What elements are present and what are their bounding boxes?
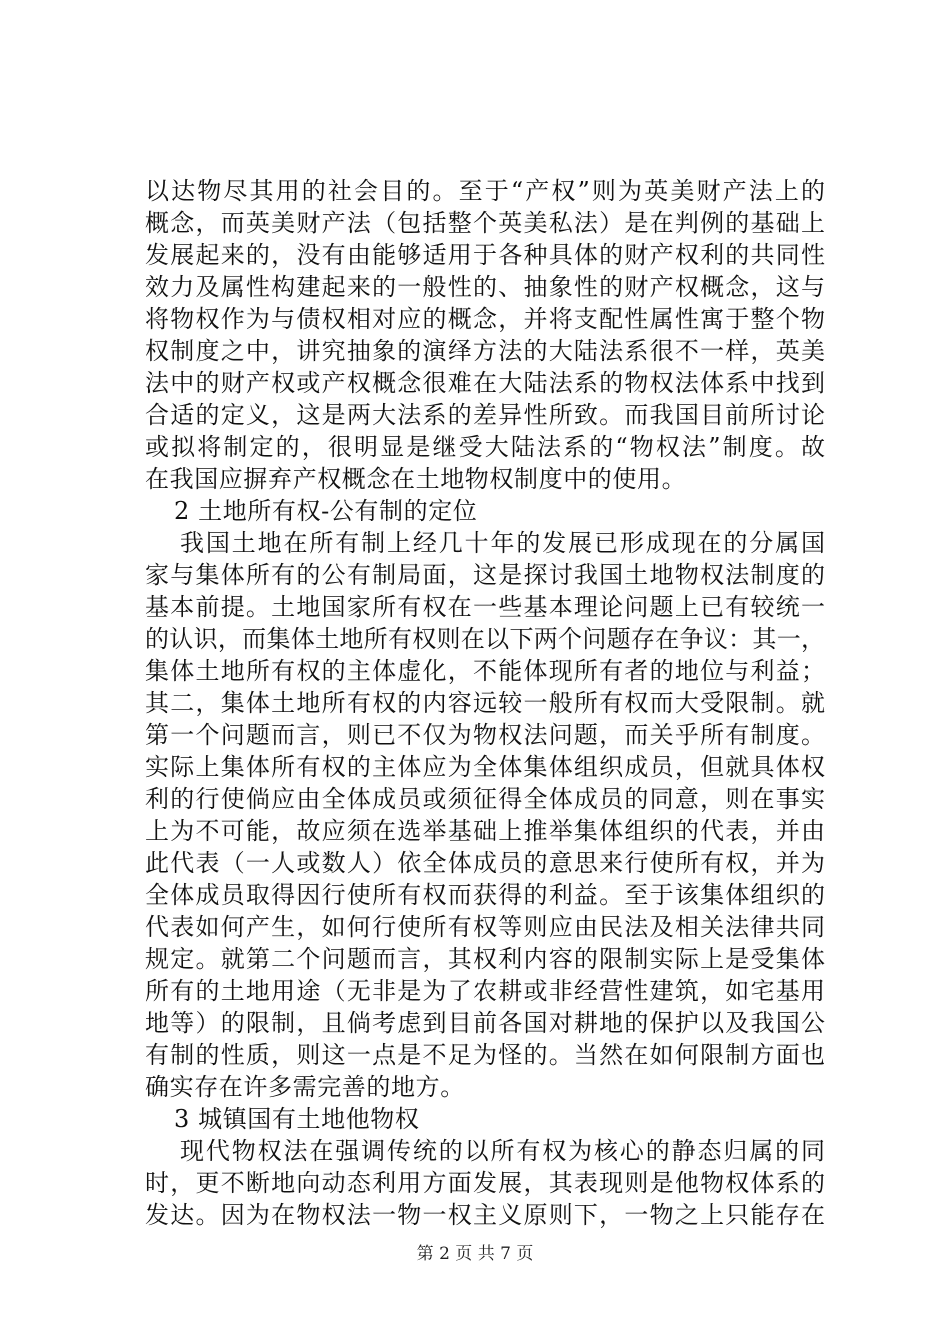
- paragraph-line: 全体成员取得因行使所有权而获得的利益。至于该集体组织的: [145, 881, 825, 909]
- paragraph-line: 在我国应摒弃产权概念在土地物权制度中的使用。: [145, 465, 687, 493]
- paragraph-line: 此代表（一人或数人）依全体成员的意思来行使所有权，并为: [145, 849, 825, 877]
- paragraph-line: 将物权作为与债权相对应的概念，并将支配性属性寓于整个物: [145, 305, 825, 333]
- paragraph-line: 权制度之中，讲究抽象的演绎方法的大陆法系很不一样，英美: [145, 337, 825, 365]
- paragraph-line: 集体土地所有权的主体虚化，不能体现所有者的地位与利益；: [145, 657, 825, 685]
- paragraph-line: 效力及属性构建起来的一般性的、抽象性的财产权概念，这与: [145, 273, 825, 301]
- paragraph-line: 代表如何产生，如何行使所有权等则应由民法及相关法律共同: [145, 913, 825, 941]
- paragraph-line: 的认识，而集体土地所有权则在以下两个问题存在争议：其一，: [145, 625, 825, 653]
- paragraph-line: 其二，集体土地所有权的内容远较一般所有权而大受限制。就: [145, 689, 825, 717]
- paragraph-line: 时，更不断地向动态利用方面发展，其表现则是他物权体系的: [145, 1169, 825, 1197]
- paragraph-line: 发达。因为在物权法一物一权主义原则下，一物之上只能存在: [145, 1201, 825, 1229]
- section-heading-2: 2 土地所有权-公有制的定位: [174, 497, 478, 525]
- paragraph-line: 第一个问题而言，则已不仅为物权法问题，而关乎所有制度。: [145, 721, 825, 749]
- paragraph-line: 法中的财产权或产权概念很难在大陆法系的物权法体系中找到: [145, 369, 825, 397]
- paragraph-line: 基本前提。土地国家所有权在一些基本理论问题上已有较统一: [145, 593, 825, 621]
- paragraph-line: 现代物权法在强调传统的以所有权为核心的静态归属的同: [180, 1137, 825, 1165]
- paragraph-line: 利的行使倘应由全体成员或须征得全体成员的同意，则在事实: [145, 785, 825, 813]
- paragraph-line: 有制的性质，则这一点是不足为怪的。当然在如何限制方面也: [145, 1041, 825, 1069]
- paragraph-line: 地等）的限制，且倘考虑到目前各国对耕地的保护以及我国公: [145, 1009, 825, 1037]
- paragraph-line: 上为不可能，故应须在选举基础上推举集体组织的代表，并由: [145, 817, 825, 845]
- paragraph-line: 我国土地在所有制上经几十年的发展已形成现在的分属国: [180, 529, 825, 557]
- paragraph-line: 所有的土地用途（无非是为了农耕或非经营性建筑，如宅基用: [145, 977, 825, 1005]
- paragraph-line: 规定。就第二个问题而言，其权利内容的限制实际上是受集体: [145, 945, 825, 973]
- section-heading-3: 3 城镇国有土地他物权: [174, 1105, 420, 1133]
- paragraph-line: 确实存在许多需完善的地方。: [145, 1073, 465, 1101]
- paragraph-line: 或拟将制定的，很明显是继受大陆法系的“物权法”制度。故: [145, 433, 825, 461]
- paragraph-line: 合适的定义，这是两大法系的差异性所致。而我国目前所讨论: [145, 401, 825, 429]
- paragraph-line: 家与集体所有的公有制局面，这是探讨我国土地物权法制度的: [145, 561, 825, 589]
- paragraph-line: 以达物尽其用的社会目的。至于“产权”则为英美财产法上的: [145, 177, 825, 205]
- page-number-footer: 第 2 页 共 7 页: [416, 1244, 534, 1264]
- paragraph-line: 实际上集体所有权的主体应为全体集体组织成员，但就具体权: [145, 753, 825, 781]
- paragraph-line: 概念，而英美财产法（包括整个英美私法）是在判例的基础上: [145, 209, 825, 237]
- paragraph-line: 发展起来的，没有由能够适用于各种具体的财产权利的共同性: [145, 241, 825, 269]
